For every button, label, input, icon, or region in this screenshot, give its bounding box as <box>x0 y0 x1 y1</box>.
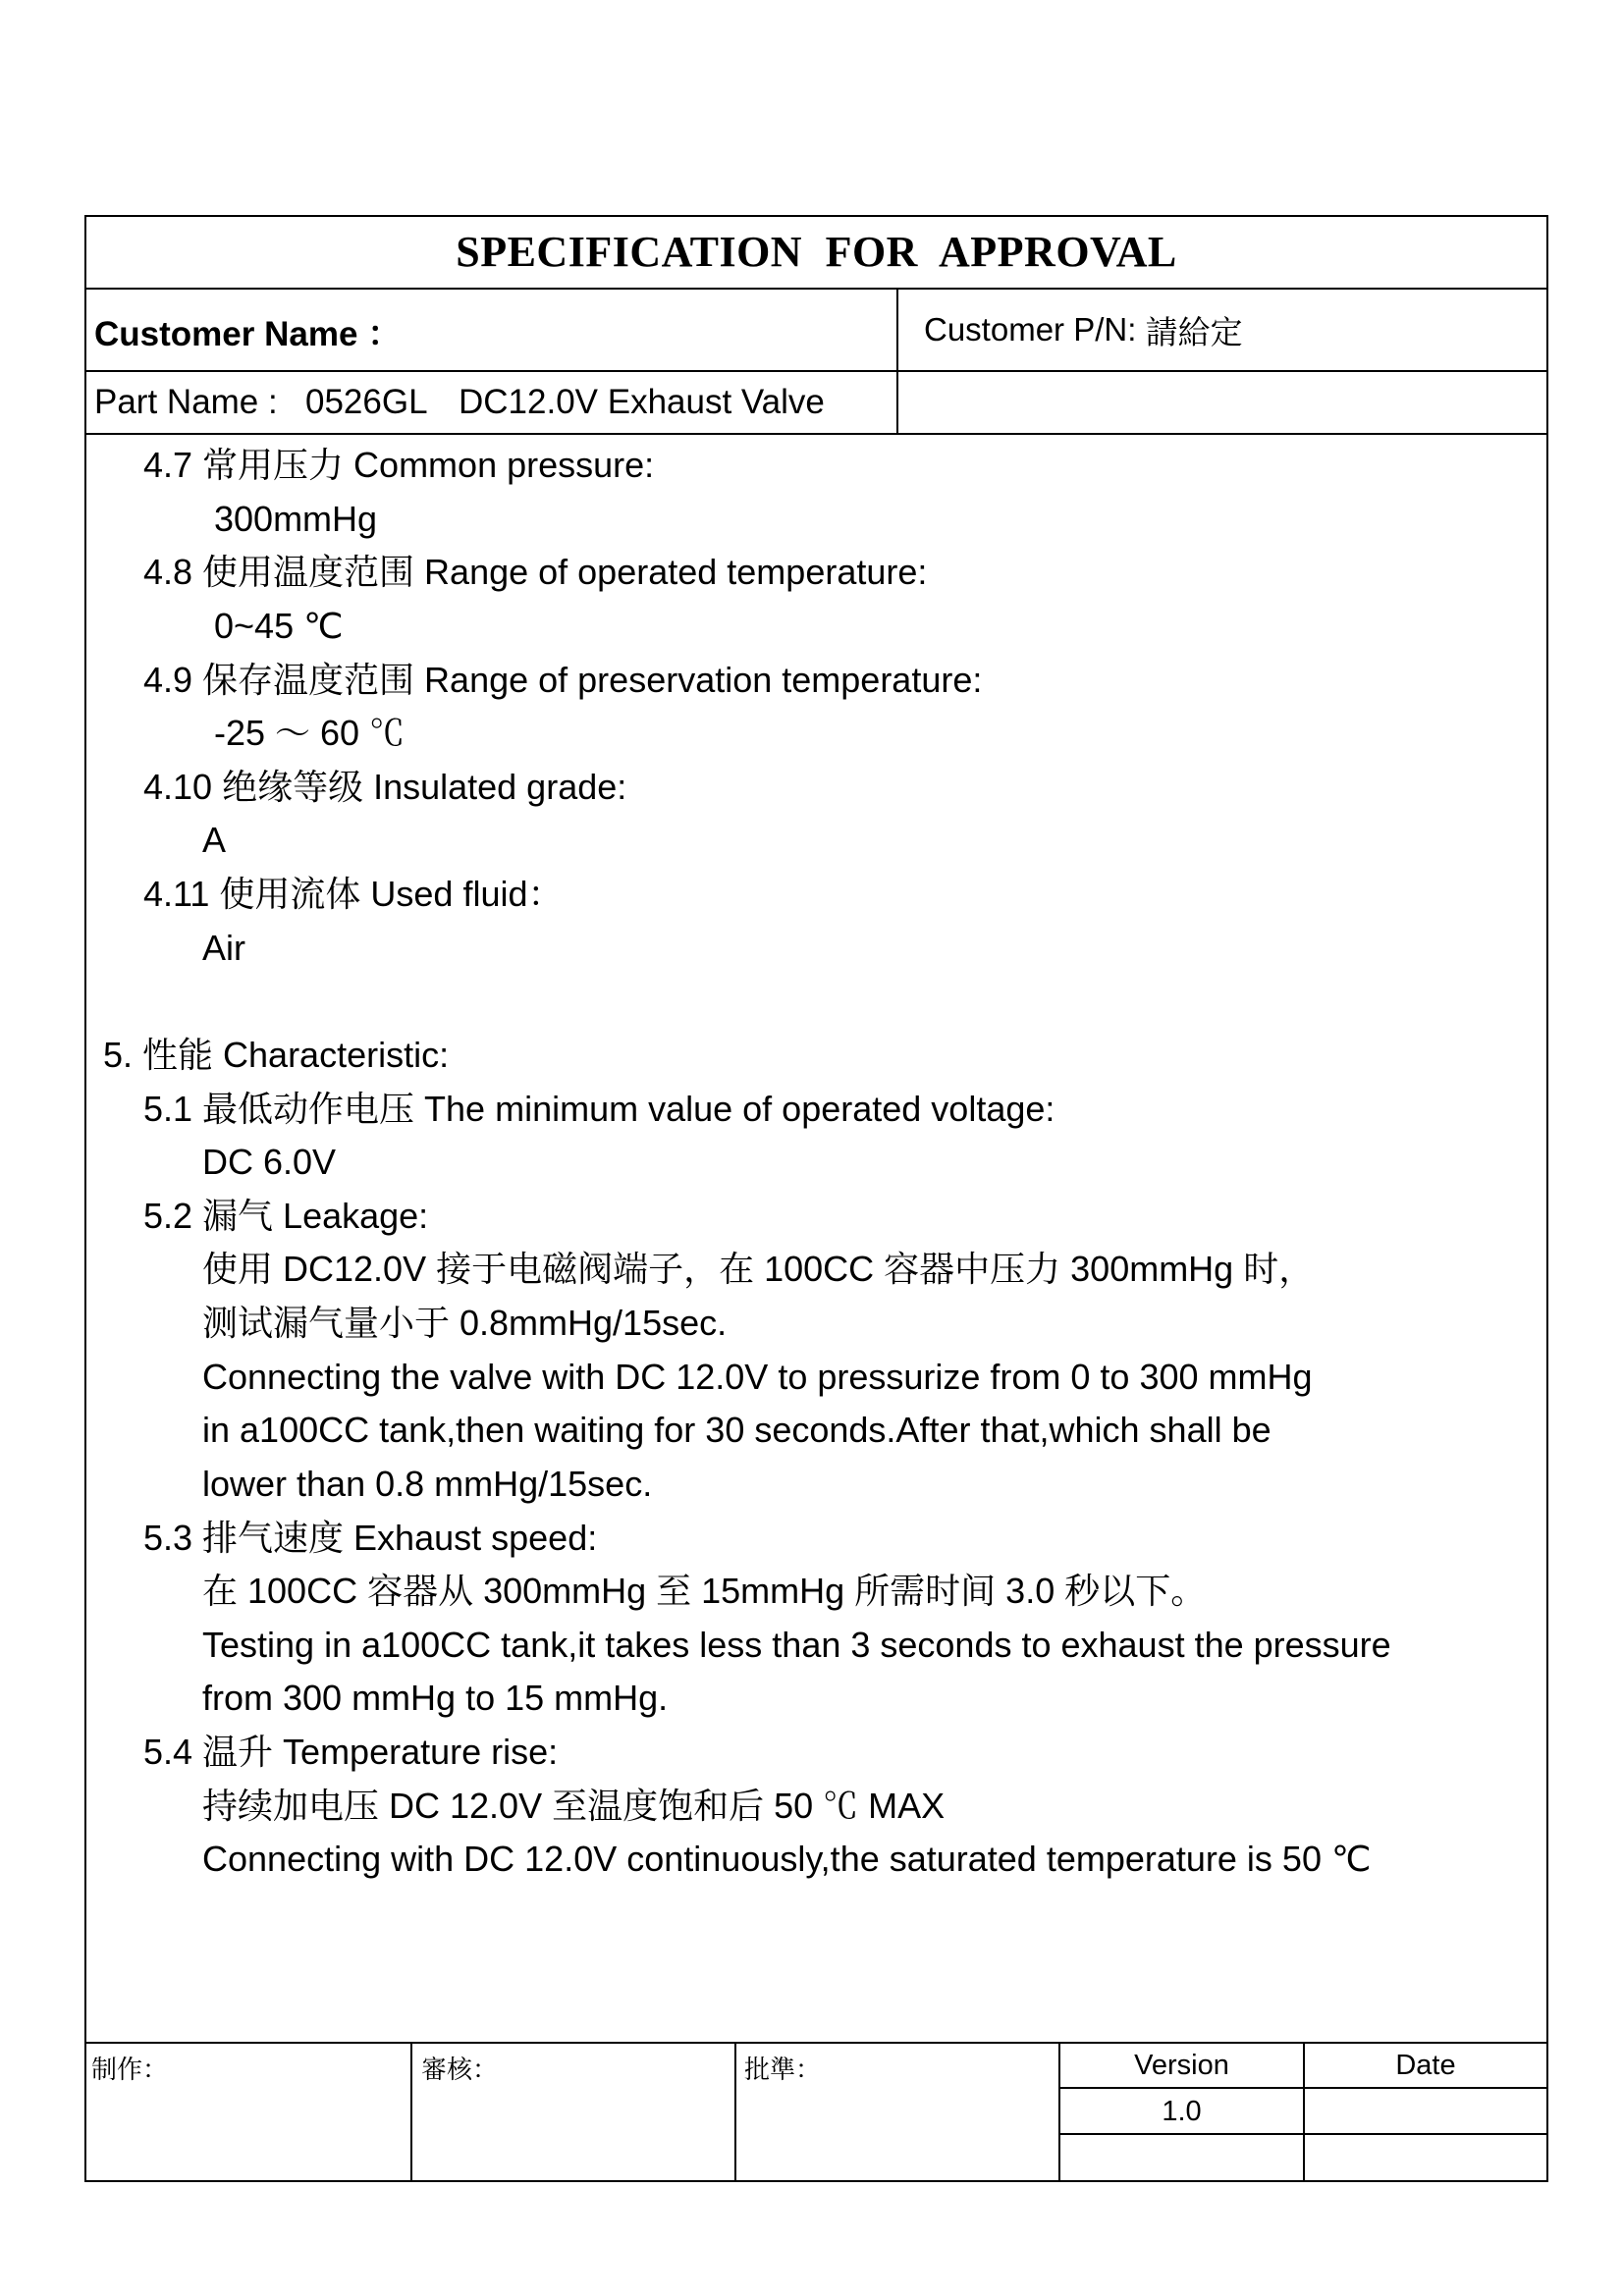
customer-pn <box>924 289 1243 371</box>
temperature-rise-heading: 5.4 温升 Temperature rise: <box>143 1732 559 1772</box>
used-fluid-value: Air <box>202 927 245 968</box>
min-voltage-value: DC 6.0V <box>202 1142 337 1183</box>
leakage-text-line: Connecting the valve with DC 12.0V to pressurize from 0 to 300 mmHg <box>202 1356 1313 1397</box>
operating-temperature-value: 0~45 ℃ <box>214 605 344 646</box>
operating-temperature-heading: 4.8 使用温度范围 Range of operated temperature: <box>143 552 928 593</box>
common-pressure-value: 300mmHg <box>214 498 378 539</box>
leakage-text-line: 使用 DC12.0V 接于电磁阀端子，在 100CC 容器中压力 300mmHg 时， <box>202 1249 1315 1290</box>
storage-temperature-heading: 4.9 保存温度范围 Range of preservation temperature: <box>143 659 983 700</box>
signoff-column-divider <box>734 2042 736 2182</box>
customer-name-label: Customer Name ： <box>94 315 403 353</box>
document-title: SPECIFICATION FOR APPROVAL <box>456 228 1177 276</box>
part-number: 0526GL <box>305 383 428 421</box>
leakage-text-line: 测试漏气量小于 0.8mmHg/15sec. <box>202 1303 728 1343</box>
blank-spacer <box>0 975 1548 1029</box>
customer-pn-value: 請給定 <box>1145 313 1243 350</box>
temperature-rise-text-line: Connecting with DC 12.0V continuously,the saturated temperature is 50 ℃ <box>202 1839 1372 1880</box>
leakage-heading: 5.2 漏气 Leakage: <box>143 1195 429 1236</box>
common-pressure-heading: 4.7 常用压力 Common pressure: <box>143 445 655 485</box>
approved-by-label: 批準： <box>744 2055 822 2084</box>
insulation-grade-heading: 4.10 绝缘等级 Insulated grade: <box>143 766 627 807</box>
used-fluid-heading: 4.11 使用流体 Used fluid： <box>143 874 564 914</box>
leakage-text-line: in a100CC tank,then waiting for 30 seconds.After that,which shall be <box>202 1410 1271 1451</box>
signoff-column-divider <box>410 2042 412 2182</box>
specification-body <box>0 439 1548 1887</box>
prepared-by-label: 制作： <box>91 2055 169 2084</box>
header-column-divider <box>896 288 898 435</box>
customer-pn-label: Customer P/N: <box>924 311 1137 347</box>
exhaust-speed-text-line: from 300 mmHg to 15 mmHg. <box>202 1678 669 1719</box>
part-name-label: Part Name : <box>94 383 278 421</box>
version-header: Version <box>1134 2050 1229 2081</box>
storage-temperature-value: -25 ～ 60 ℃ <box>214 713 406 754</box>
temperature-rise-text-line: 持续加电压 DC 12.0V 至温度饱和后 50 ℃ MAX <box>202 1785 946 1826</box>
date-header: Date <box>1395 2050 1456 2081</box>
reviewed-by-label: 審核： <box>421 2055 499 2084</box>
exhaust-speed-text-line: Testing in a100CC tank,it takes less than 3 seconds to exhaust the pressure <box>202 1624 1391 1665</box>
version-value: 1.0 <box>1162 2095 1202 2127</box>
part-description: DC12.0V Exhaust Valve <box>459 383 825 421</box>
exhaust-speed-heading: 5.3 排气速度 Exhaust speed: <box>143 1517 598 1558</box>
insulation-grade-value: A <box>202 820 227 861</box>
leakage-text-line: lower than 0.8 mmHg/15sec. <box>202 1463 653 1504</box>
exhaust-speed-text-line: 在 100CC 容器从 300mmHg 至 15mmHg 所需时间 3.0 秒以下。 <box>202 1571 1207 1612</box>
min-voltage-heading: 5.1 最低动作电压 The minimum value of operated voltage: <box>143 1088 1055 1129</box>
characteristic-section-heading: 5. 性能 Characteristic: <box>103 1034 450 1075</box>
